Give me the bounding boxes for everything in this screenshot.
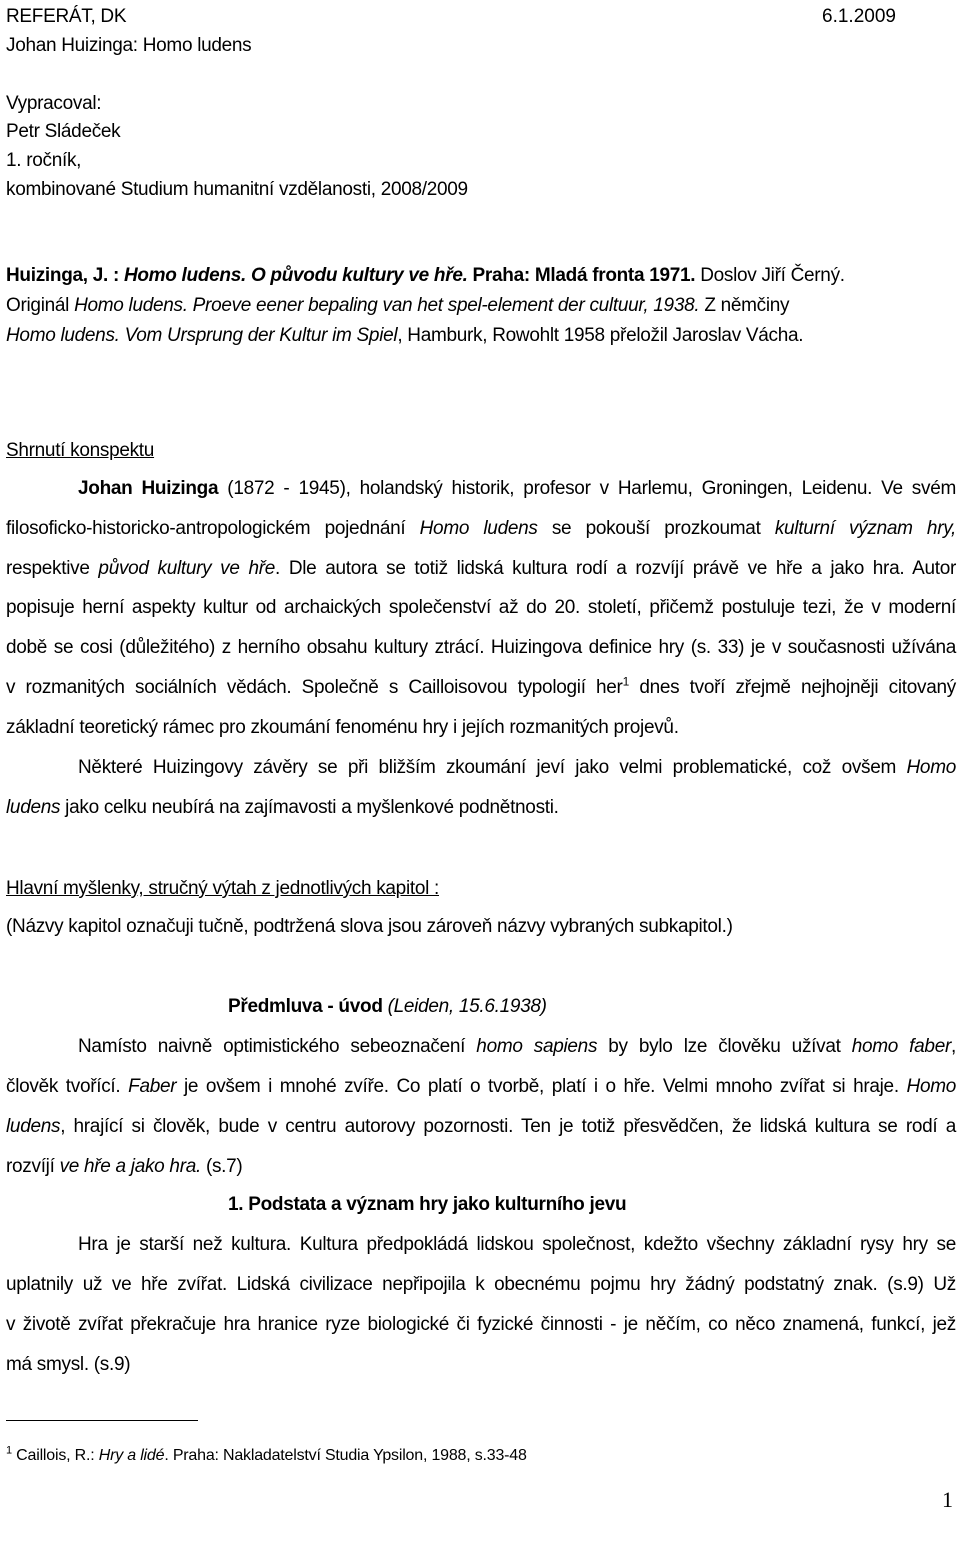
summary-line-6: v rozmanitých sociálních vědách. Společně s Cailloisovou typologií her$^1$ dnes tvoří zřejmě nejhojněji citovaný [6,674,956,698]
chapter-1-line-2: uplatnily už ve hře zvířat. Lidská civilizace nepřipojila k obecnému pojmu hry žádný podstatný znak. (s.9) Už [6,1274,956,1295]
summary-line-4: popisuje herní aspekty kultur od archaických společenství až do 20. století, přičemž postuluje tezi, že v moderní [6,597,956,618]
main-note: (Názvy kapitol označuji tučně, podtržená slova jsou zároveň názvy vybraných subkapitol.) [6,916,733,937]
footnote-mark: 1 [6,1444,12,1457]
citation-translator: , Hamburk, Rowohlt 1958 přeložil Jaroslav Vácha. [397,325,804,346]
summary-line-7: základní teoretický rámec pro zkoumání fenoménu hry i jejích rozmanitých projevů. [6,717,679,738]
summary-name: Johan Huizinga [78,478,219,499]
page-number: 1 [942,1487,953,1512]
chapter-1-line-3: v životě zvířat překračuje hra hranice ryze biologické či fyzické činnosti - je něčím, co něco znamená, funkcí, jež [6,1314,956,1335]
chapter-1-title: 1. Podstata a význam hry jako kulturního jevu [228,1194,627,1215]
preface-line-3: ludens, hrající si člověk, bude v centru autorovy pozornosti. Ten je totiž přesvědčen, že lidská kultura se rodí a [6,1116,956,1137]
chapter-1-line-1: Hra je starší než kultura. Kultura předpokládá lidskou společnost, kdežto všechny základní rysy hry se [78,1234,956,1255]
author-name: Petr Sládeček [6,121,121,142]
preface-title: Předmluva - úvod [228,996,383,1017]
document-title: Johan Huizinga: Homo ludens [6,35,252,56]
preface-heading [228,995,547,1019]
main-heading: Hlavní myšlenky, stručný výtah z jednotlivých kapitol : [6,878,439,899]
summary-line-1-text: (1872 - 1945), holandský historik, profesor v Harlemu, Groningen, Leidenu. Ve svém [218,478,957,499]
citation-german-label: Z němčiny [699,295,790,316]
summary-line-3: respektive původ kultury ve hře. Dle autora se totiž lidská kultura rodí a rozvíjí právě ve hře a jako hra. Autor [6,558,957,579]
preface-line-1: Namísto naivně optimistického sebeoznačení homo sapiens by bylo lze člověku užívat homo faber, [78,1036,956,1057]
summary-line-2: filosoficko-historicko-antropologickém pojednání Homo ludens se pokouší prozkoumat kulturní význam hry, [6,518,956,539]
footnote-publisher: . Praha: Nakladatelství Studia Ypsilon, 1988, s.33-48 [164,1447,527,1464]
citation-line-3 [6,324,803,348]
summary-line-8: Některé Huizingovy závěry se při bližším zkoumání jeví jako velmi problematické, což ovšem Homo [78,757,956,778]
summary-line-1 [78,477,956,501]
citation-title: Homo ludens. O původu kultury ve hře. [123,265,468,286]
citation-original-label: Originál [6,295,75,316]
footnote-divider [6,1420,198,1421]
header-left: REFERÁT, DK [6,6,127,27]
preface-place: (Leiden, 15.6.1938) [387,996,547,1017]
footnote-title: Hry a lidé [98,1447,165,1464]
study-program: kombinované Studium humanitní vzdělanosti, 2008/2009 [6,179,468,200]
citation-line-1 [6,264,845,288]
study-year: 1. ročník, [6,150,82,171]
preface-line-2: člověk tvořící. Faber je ovšem i mnohé zvíře. Co platí o tvorbě, platí i o hře. Velmi mnoho zvířat si hraje. Homo [6,1076,957,1097]
author-label: Vypracoval: [6,93,102,114]
citation-afterword: Doslov Jiří Černý. [695,265,845,286]
citation-german-title: Homo ludens. Vom Ursprung der Kultur im Spiel [6,325,398,346]
citation-author: Huizinga, J. : [6,265,124,286]
chapter-1-line-4: má smysl. (s.9) [6,1354,131,1375]
summary-heading: Shrnutí konspektu [6,440,155,461]
footnote [6,1444,527,1465]
preface-line-4: rozvíjí ve hře a jako hra. (s.7) [6,1156,243,1177]
summary-line-5: době se cosi (důležitého) z herního obsahu kultury ztrácí. Huizingova definice hry (s. 33) je v současnosti užívána [6,637,956,658]
citation-line-2 [6,294,789,318]
footnote-author: Caillois, R.: [16,1447,99,1464]
citation-publisher: Praha: Mladá fronta 1971. [467,265,696,286]
header-date: 6.1.2009 [822,6,896,27]
summary-line-9: ludens jako celku neubírá na zajímavosti a myšlenkové podnětnosti. [6,797,559,818]
citation-original-title: Homo ludens. Proeve eener bepaling van het spel-element der cultuur, 1938. [74,295,700,316]
